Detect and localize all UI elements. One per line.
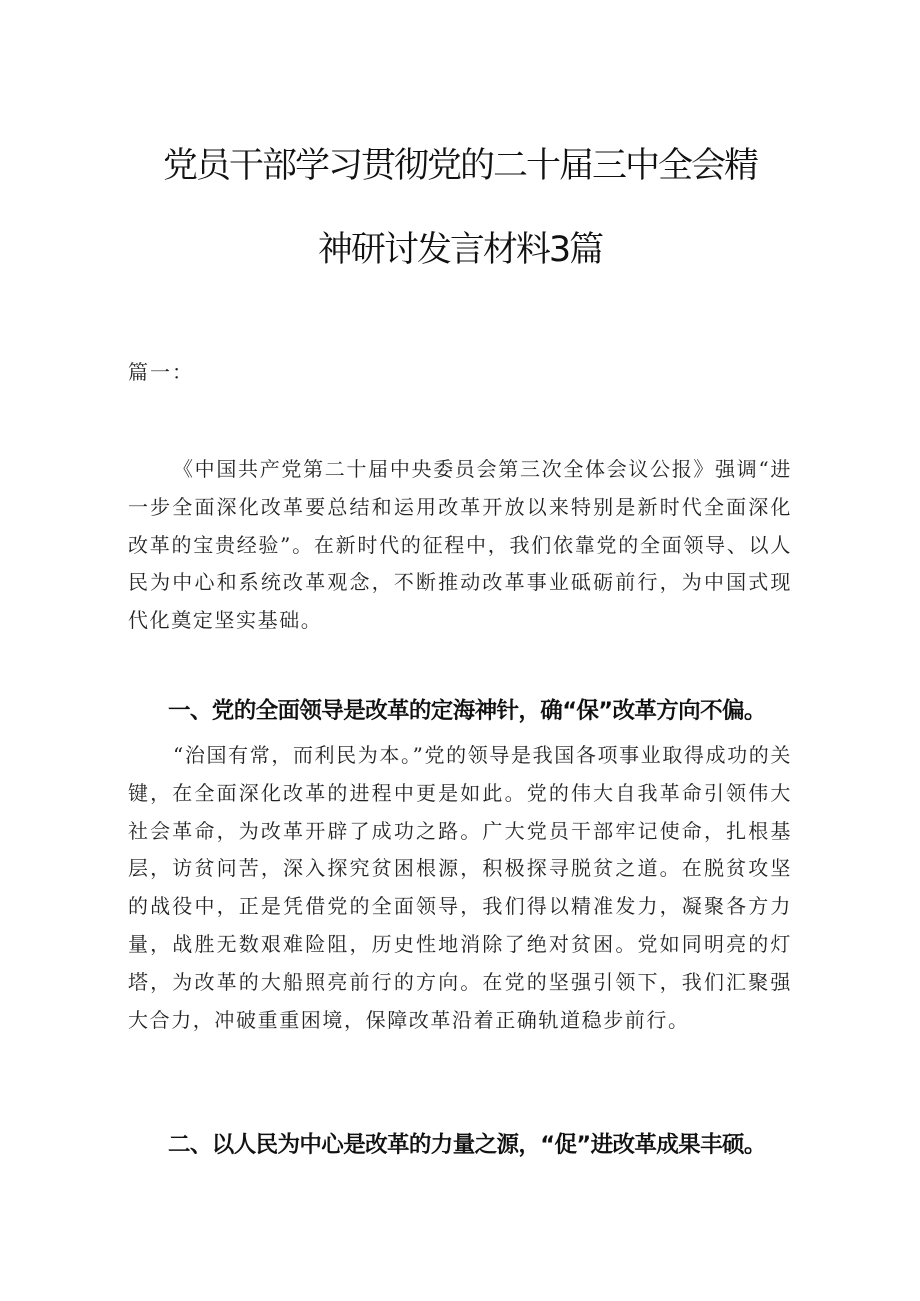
heading-1: 一、党的全面领导是改革的定海神针，确“保”改革方向不偏。 — [168, 698, 766, 724]
document-title-line-2: 神研讨发言材料3篇 — [317, 230, 603, 270]
section-label: 篇一： — [128, 360, 194, 384]
paragraph-party-leadership: “治国有常，而利民为本。”党的领导是我国各项事业取得成功的关键，在全面深化改革的进程中更是如此。党的伟大自我革命引领伟大社会革命，为改革开辟了成功之路。广大党员干部牢记使命，扎根基层，访贫问苦，深入探究贫困根源，积极探寻脱贫之道。在脱贫攻坚的战役中，正是凭借党的全面领导，我们得以精准发力，凝聚各方力量，战胜无数艰难险阻，历史性地消除了绝对贫困。党如同明亮的灯塔，为改革的大船照亮前行的方向。在党的坚强引领下，我们汇聚强大合力，冲破重重困境，保障改革沿着正确轨道稳步前行。 — [128, 743, 792, 1032]
heading-2: 二、以人民为中心是改革的力量之源，“促”进改革成果丰硕。 — [168, 1132, 766, 1158]
document-title-line-1: 党员干部学习贯彻党的二十届三中全会精 — [162, 146, 757, 186]
paragraph-intro: 《中国共产党第二十届中央委员会第三次全体会议公报》强调“进一步全面深化改革要总结和运用改革开放以来特别是新时代全面深化改革的宝贵经验”。在新时代的征程中，我们依靠党的全面领导、以人民为中心和系统改革观念，不断推动改革事业砥砺前行，为中国式现代化奠定坚实基础。 — [128, 457, 792, 633]
